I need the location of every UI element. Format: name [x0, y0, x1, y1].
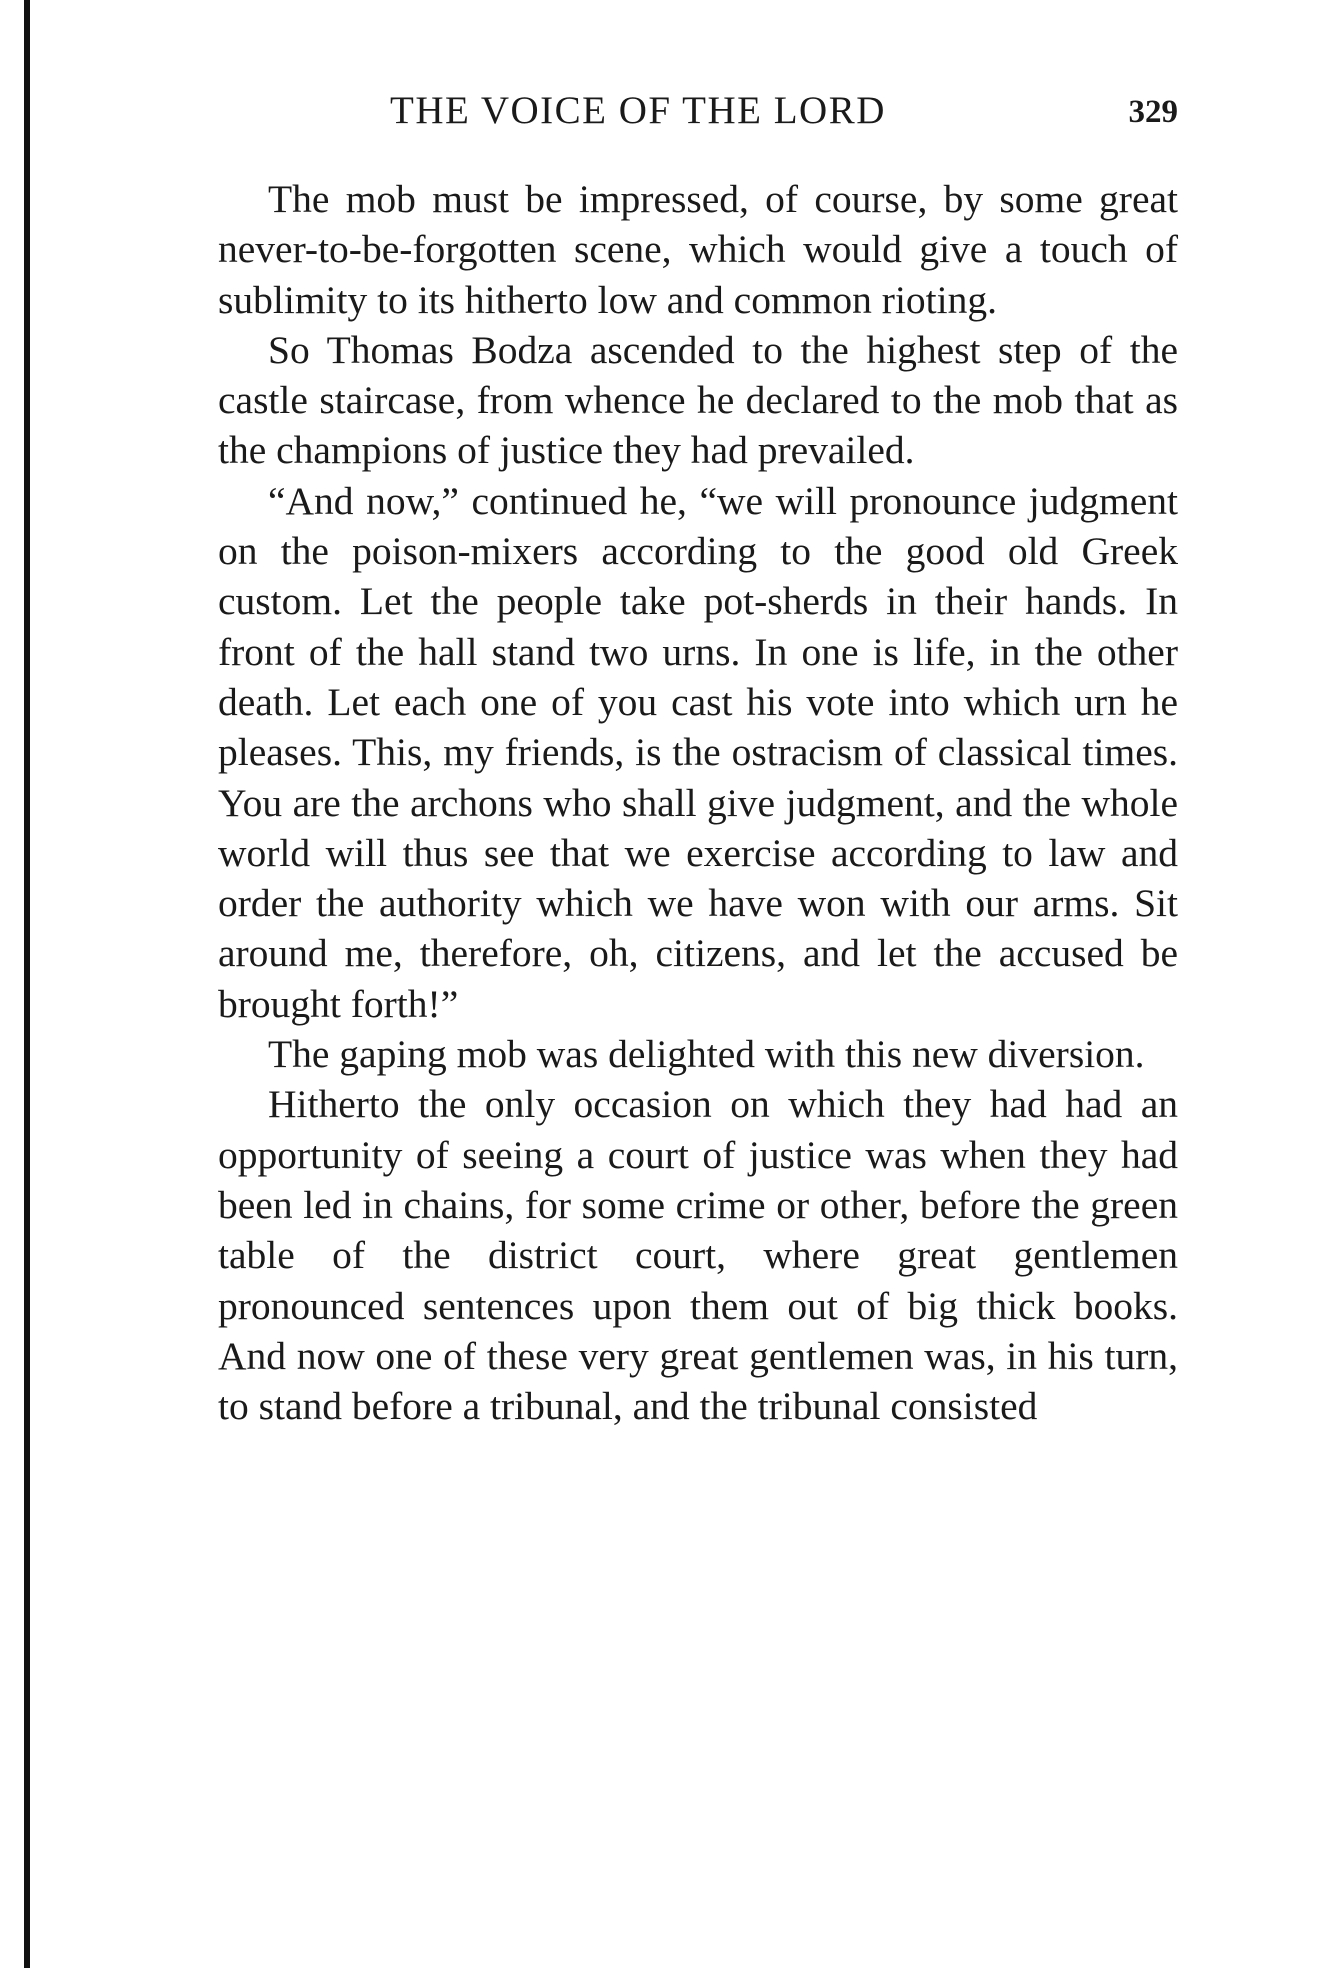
paragraph: “And now,” continued he, “we will pronounce judgment on the poison-mixers according to the good old Greek custom. Let the people take pot-sherds in their hands. In front of the hall stand two urns. In one is life, in the other death. Let each one of you cast his vote into which urn he pleases. This, my friends, is the ostracism of classical times. You are the archons who shall give judgment, and the whole world will thus see that we exercise according to law and order the authority which we have won with our arms. Sit around me, therefore, oh, citizens, and let the accused be brought forth!”	[218, 478, 1178, 1026]
page-spine-edge	[24, 0, 30, 1968]
paragraph: The mob must be impressed, of course, by some great never-to-be-forgotten scene, which would give a touch of sublimity to its hitherto low and common rioting.	[218, 177, 1178, 322]
running-head: THE VOICE OF THE LORD	[390, 89, 886, 132]
body-text	[218, 174, 1178, 1431]
paragraph: The gaping mob was delighted with this new diversion.	[268, 1032, 1145, 1077]
paragraph: So Thomas Bodza ascended to the highest step of the castle staircase, from whence he declared to the mob that as the champions of justice they had prevailed.	[218, 327, 1178, 473]
page-number: 329	[1128, 94, 1178, 130]
paragraph: Hitherto the only occasion on which they had had an opportunity of seeing a court of justice was when they had been led in chains, for some crime or other, before the green table of the district court, where great gentlemen pronounced sentences upon them out of big thick books. And now one of these very great gentlemen was, in his turn, to stand before a tribunal, and the tribunal consisted	[218, 1082, 1178, 1429]
page-header	[218, 88, 1178, 136]
